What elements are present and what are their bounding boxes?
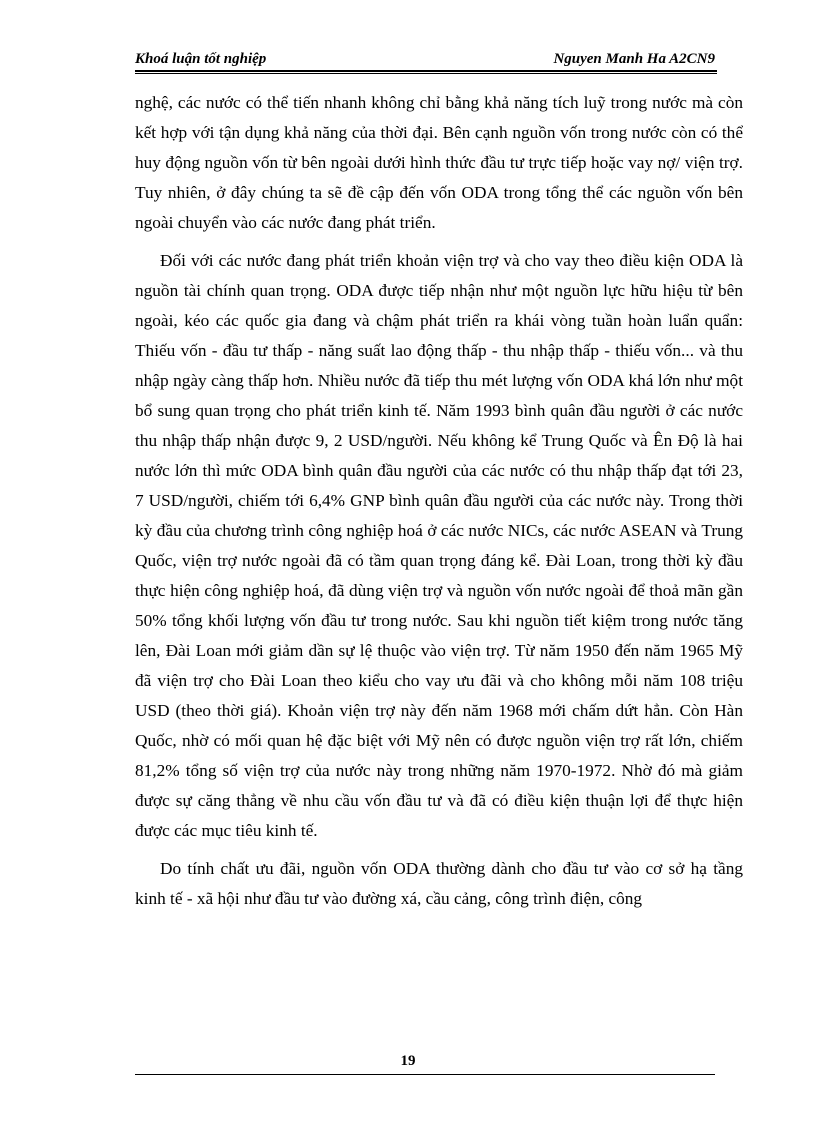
header-divider [135,70,717,72]
paragraph-2: Đối với các nước đang phát triển khoản viện trợ và cho vay theo điều kiện ODA là nguồn tài chính quan trọng. ODA được tiếp nhận như một nguồn lực hữu hiệu từ bên ngoài, kéo các quốc gia đang và chậm phát triển ra khái vòng tuần hoàn luẩn quẩn: Thiếu vốn - đầu tư thấp - năng suất lao động thấp - thu nhập thấp - thiếu vốn... và thu nhập ngày càng thấp hơn. Nhiều nước đã tiếp thu mét lượng vốn ODA khá lớn như một bổ sung quan trọng cho phát triển kinh tế. Năm 1993 bình quân đầu người ở các nước thu nhập thấp nhận được 9, 2 USD/người. Nếu không kể Trung Quốc và Ên Độ là hai nước lớn thì mức ODA bình quân đầu người của các nước có thu nhập thấp đạt tới 23, 7 USD/người, chiếm tới 6,4% GNP bình quân đầu người của các nước này. Trong thời kỳ đầu của chương trình công nghiệp hoá ở các nước NICs, các nước ASEAN và Trung Quốc, viện trợ nước ngoài đã có tầm quan trọng đáng kể. Đài Loan, trong thời kỳ đầu thực hiện công nghiệp hoá, đã dùng viện trợ và nguồn vốn nước ngoài để thoả mãn gần 50% tổng khối lượng vốn đầu tư trong nước. Sau khi nguồn tiết kiệm trong nước tăng lên, Đài Loan mới giảm dần sự lệ thuộc vào viện trợ. Từ năm 1950 đến năm 1965 Mỹ đã viện trợ cho Đài Loan theo kiểu cho vay ưu đãi và cho không mỗi năm 108 triệu USD (theo thời giá). Khoản viện trợ này đến năm 1968 mới chấm dứt hẳn. Còn Hàn Quốc, nhờ có mối quan hệ đặc biệt với Mỹ nên có được nguồn viện trợ rất lớn, chiếm 81,2% tổng số viện trợ của nước này trong những năm 1970-1972. Nhờ đó mà giảm được sự căng thẳng về nhu cầu vốn đầu tư và đã có điều kiện thuận lợi để thực hiện được các mục tiêu kinh tế. [135,251,743,840]
paragraph-3: Do tính chất ưu đãi, nguồn vốn ODA thường dành cho đầu tư vào cơ sở hạ tầng kinh tế - xã hội như đầu tư vào đường xá, cầu cảng, công trình điện, công [135,859,743,908]
page-number: 19 [400,1053,416,1069]
header-divider-thin [135,73,717,74]
page-header [135,50,715,68]
header-thesis-title: Khoá luận tốt nghiệp [135,51,267,67]
document-body [135,88,743,922]
footer-divider [135,1074,715,1075]
paragraph-1: nghệ, các nước có thể tiến nhanh không chỉ bằng khả năng tích luỹ trong nước mà còn kết hợp với tận dụng khả năng của thời đại. Bên cạnh nguồn vốn trong nước còn có thể huy động nguồn vốn từ bên ngoài dưới hình thức đầu tư trực tiếp hoặc vay nợ/ viện trợ. Tuy nhiên, ở đây chúng ta sẽ đề cập đến vốn ODA trong tổng thể các nguồn vốn bên ngoài chuyển vào các nước đang phát triển. [135,93,743,232]
header-author: Nguyen Manh Ha A2CN9 [553,51,715,67]
